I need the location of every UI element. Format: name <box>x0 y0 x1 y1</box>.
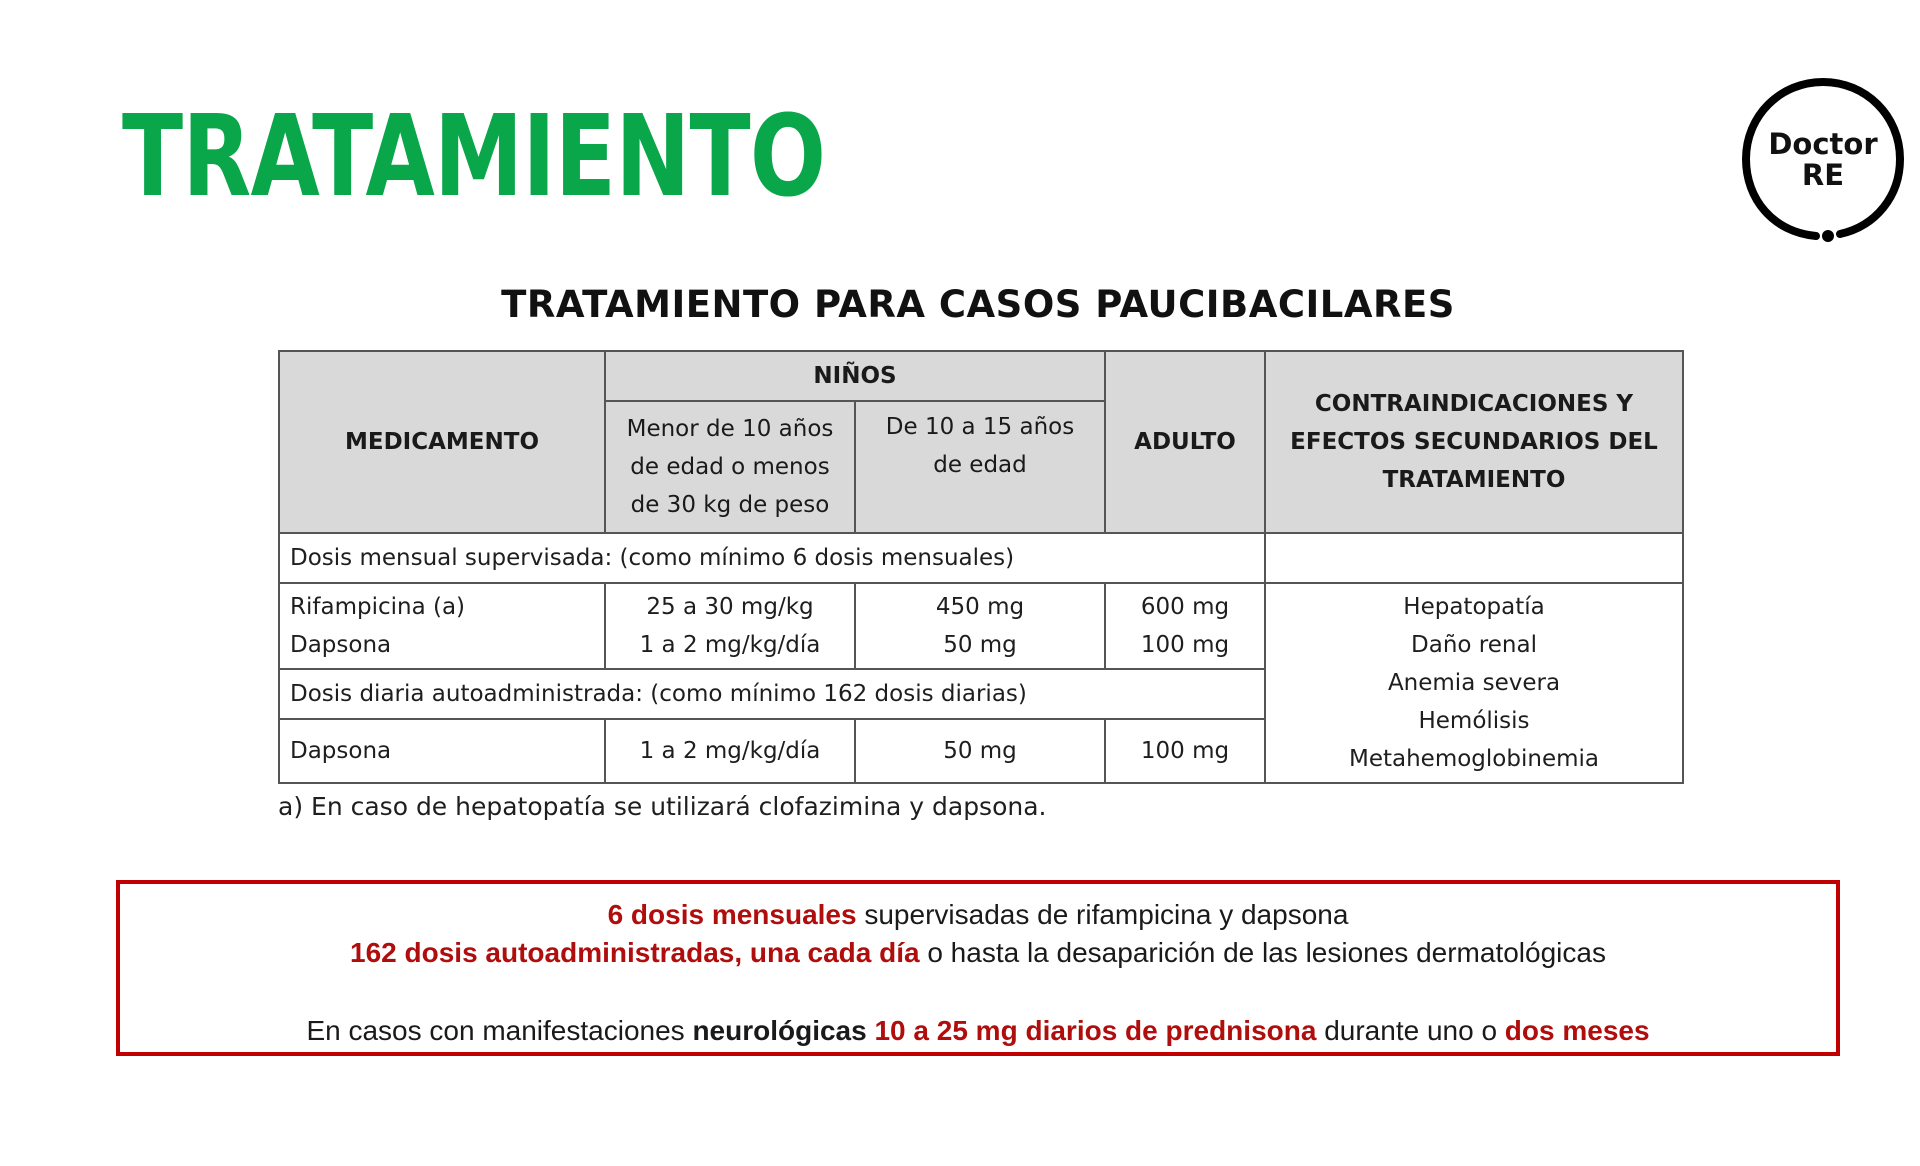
header-medicamento: MEDICAMENTO <box>279 351 605 533</box>
summary-line-3-bold: neurológicas <box>692 1015 867 1046</box>
header-sub2-line-1: De 10 a 15 años <box>885 414 1075 440</box>
header-sub1-line-1: Menor de 10 años <box>626 416 834 442</box>
logo-line-1: Doctor <box>1768 127 1878 161</box>
monthly-child-10-15-1: 450 mg <box>935 594 1025 620</box>
summary-line-1-text: supervisadas de rifampicina y dapsona <box>856 899 1349 930</box>
summary-line-3-highlight-2: dos meses <box>1504 1015 1650 1046</box>
page-title: TRATAMIENTO <box>122 92 826 222</box>
contraindication-item: Anemia severa <box>1387 670 1561 696</box>
header-contra-line-1: CONTRAINDICACIONES Y <box>1314 391 1634 417</box>
summary-line-2 <box>120 936 1836 970</box>
header-ninos-menor-10 <box>605 401 855 533</box>
summary-line-3-part1: En casos con manifestaciones <box>306 1015 693 1046</box>
header-sub2-line-2: de edad <box>933 452 1027 478</box>
monthly-child-lt10-2: 1 a 2 mg/kg/día <box>639 632 821 658</box>
daily-child-10-15: 50 mg <box>855 719 1105 783</box>
contraindication-item: Hemólisis <box>1418 708 1530 734</box>
monthly-drug-2: Dapsona <box>290 632 392 658</box>
header-adulto: ADULTO <box>1105 351 1265 533</box>
header-sub1-line-2: de edad o menos <box>630 454 830 480</box>
treatment-table <box>278 350 1684 784</box>
monthly-drug-cell <box>279 583 605 669</box>
monthly-adult-cell <box>1105 583 1265 669</box>
monthly-adult-2: 100 mg <box>1140 632 1230 658</box>
summary-line-1 <box>120 898 1836 932</box>
monthly-child-10-15-cell <box>855 583 1105 669</box>
daily-child-lt10: 1 a 2 mg/kg/día <box>605 719 855 783</box>
summary-box <box>116 880 1840 1056</box>
table-footnote: a) En caso de hepatopatía se utilizará clofazimina y dapsona. <box>278 792 1047 821</box>
contraindications-cell <box>1265 583 1683 783</box>
table-title: TRATAMIENTO PARA CASOS PAUCIBACILARES <box>501 283 1455 326</box>
logo-line-2: RE <box>1801 158 1845 192</box>
contraindication-item: Metahemoglobinemia <box>1349 746 1599 772</box>
header-ninos: NIÑOS <box>605 351 1105 401</box>
contraindication-item: Hepatopatía <box>1403 594 1545 620</box>
monthly-drug-1: Rifampicina (a) <box>290 594 466 620</box>
header-contraindicaciones <box>1265 351 1683 533</box>
section-monthly-label: Dosis mensual supervisada: (como mínimo 6 dosis mensuales) <box>279 533 1265 583</box>
logo <box>1738 74 1908 244</box>
summary-line-3-part2: durante uno o <box>1316 1015 1505 1046</box>
header-contra-line-2: EFECTOS SECUNDARIOS DEL <box>1290 429 1658 455</box>
header-sub1-line-3: de 30 kg de peso <box>630 492 830 518</box>
header-contra-line-3: TRATAMIENTO <box>1382 467 1566 493</box>
summary-line-3 <box>120 1014 1836 1048</box>
monthly-child-10-15-2: 50 mg <box>943 632 1017 658</box>
section-monthly-empty-cell <box>1265 533 1683 583</box>
logo-text <box>1738 129 1908 191</box>
contraindication-item: Daño renal <box>1411 632 1537 658</box>
summary-line-2-text: o hasta la desaparición de las lesiones dermatológicas <box>919 937 1606 968</box>
daily-drug: Dapsona <box>279 719 605 783</box>
monthly-child-lt10-1: 25 a 30 mg/kg <box>646 594 814 620</box>
daily-adult: 100 mg <box>1105 719 1265 783</box>
monthly-adult-1: 600 mg <box>1140 594 1230 620</box>
summary-line-2-highlight: 162 dosis autoadministradas, una cada día <box>350 937 920 968</box>
section-daily-label: Dosis diaria autoadministrada: (como mínimo 162 dosis diarias) <box>279 669 1265 719</box>
monthly-child-lt10-cell <box>605 583 855 669</box>
header-ninos-10-15 <box>855 401 1105 533</box>
summary-line-1-highlight: 6 dosis mensuales <box>607 899 857 930</box>
summary-line-3-highlight-1: 10 a 25 mg diarios de prednisona <box>874 1015 1317 1046</box>
